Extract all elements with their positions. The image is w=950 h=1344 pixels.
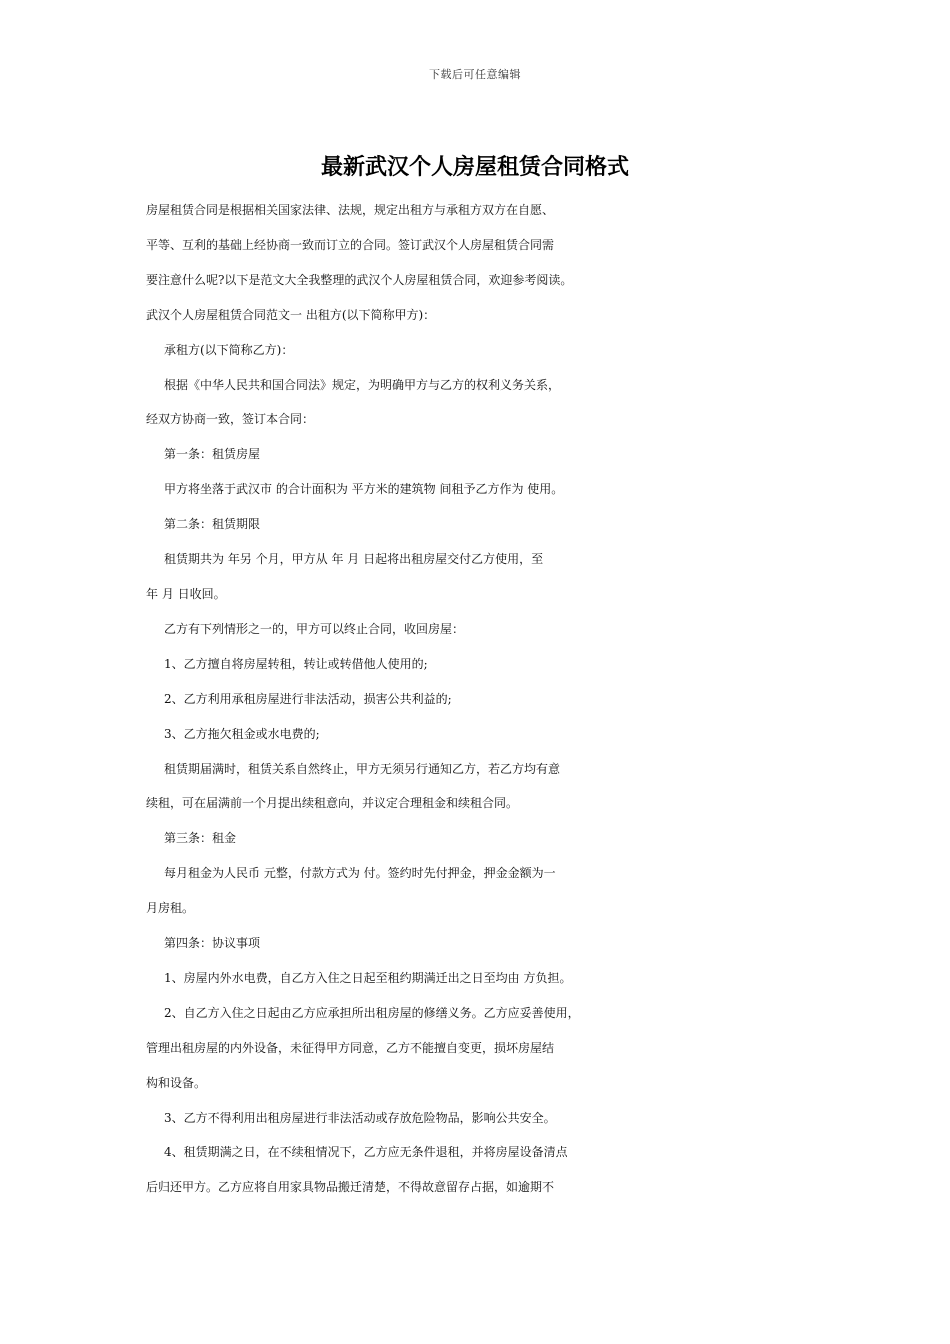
body-line: 经双方协商一致，签订本合同： — [146, 412, 315, 427]
body-line: 第一条：租赁房屋 — [164, 447, 261, 462]
body-line: 2、自乙方入住之日起由乙方应承担所出租房屋的修缮义务。乙方应妥善使用， — [164, 1005, 580, 1020]
body-line: 后归还甲方。乙方应将自用家具物品搬迁清楚，不得故意留存占据，如逾期不 — [146, 1180, 555, 1195]
page-header-note: 下载后可任意编辑 — [429, 68, 521, 81]
body-line: 平等、互利的基础上经协商一致而订立的合同。签订武汉个人房屋租赁合同需 — [146, 237, 555, 252]
body-line: 月房租。 — [146, 901, 195, 916]
body-line: 1、房屋内外水电费，自乙方入住之日起至租约期满迁出之日至均由 方负担。 — [164, 970, 572, 985]
body-line: 每月租金为人民币 元整，付款方式为 付。签约时先付押金，押金金额为一 — [164, 866, 556, 881]
body-line: 4、租赁期满之日，在不续租情况下，乙方应无条件退租，并将房屋设备清点 — [164, 1145, 568, 1160]
body-line: 乙方有下列情形之一的，甲方可以终止合同，收回房屋： — [164, 621, 465, 636]
body-line: 第三条：租金 — [164, 831, 237, 846]
body-line: 租赁期届满时，租赁关系自然终止，甲方无须另行通知乙方，若乙方均有意 — [164, 761, 561, 776]
body-line: 第四条：协议事项 — [164, 936, 261, 951]
body-line: 第二条：租赁期限 — [164, 517, 261, 532]
body-line: 根据《中华人民共和国合同法》规定，为明确甲方与乙方的权利义务关系， — [164, 377, 561, 392]
body-line: 要注意什么呢?以下是范文大全我整理的武汉个人房屋租赁合同，欢迎参考阅读。 — [146, 272, 573, 287]
body-line: 管理出租房屋的内外设备，未征得甲方同意，乙方不能擅自变更，损坏房屋结 — [146, 1040, 555, 1055]
document-title: 最新武汉个人房屋租赁合同格式 — [320, 154, 629, 180]
body-line: 甲方将坐落于武汉市 的合计面积为 平方米的建筑物 间租予乙方作为 使用。 — [164, 482, 564, 497]
body-line: 租赁期共为 年另 个月，甲方从 年 月 日起将出租房屋交付乙方使用，至 — [164, 552, 544, 567]
body-line: 3、乙方不得利用出租房屋进行非法活动或存放危险物品，影响公共安全。 — [164, 1110, 556, 1125]
document-body — [146, 193, 816, 1205]
body-line: 构和设备。 — [146, 1075, 207, 1090]
body-line: 承租方(以下简称乙方)： — [164, 342, 294, 357]
body-line: 年 月 日收回。 — [146, 586, 226, 601]
body-line: 2、乙方利用承租房屋进行非法活动，损害公共利益的; — [164, 691, 452, 706]
body-line: 续租，可在届满前一个月提出续租意向，并议定合理租金和续租合同。 — [146, 796, 519, 811]
body-line: 1、乙方擅自将房屋转租，转让或转借他人使用的; — [164, 656, 428, 671]
body-line: 3、乙方拖欠租金或水电费的; — [164, 726, 320, 741]
body-line: 武汉个人房屋租赁合同范文一 出租方(以下简称甲方)： — [146, 307, 436, 322]
body-line: 房屋租赁合同是根据相关国家法律、法规，规定出租方与承租方双方在自愿、 — [146, 203, 555, 217]
